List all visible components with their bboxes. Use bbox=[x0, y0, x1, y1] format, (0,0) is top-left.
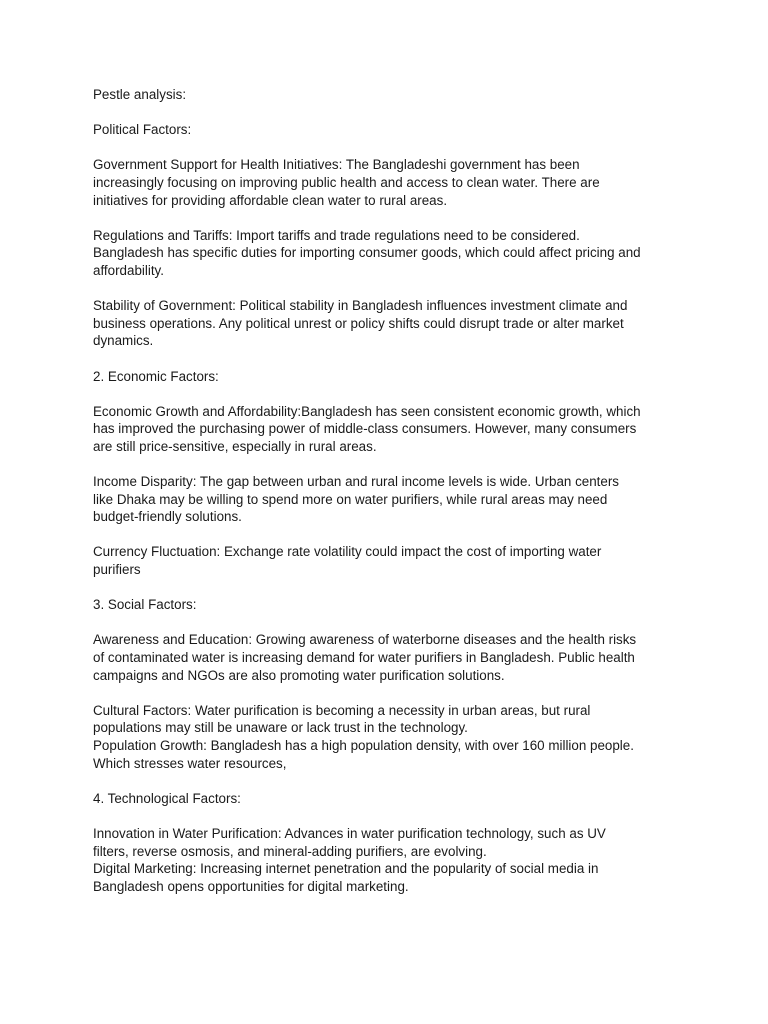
text-line: Bangladesh has specific duties for importing consumer goods, which could affect pricing and bbox=[93, 245, 641, 261]
text-line: are still price-sensitive, especially in rural areas. bbox=[93, 438, 377, 454]
text-line: populations may still be unaware or lack trust in the technology. bbox=[93, 720, 468, 736]
text-line: affordability. bbox=[93, 262, 164, 278]
paragraph-regulations bbox=[93, 227, 683, 280]
text-line: filters, reverse osmosis, and mineral-adding purifiers, are evolving. bbox=[93, 843, 487, 859]
document-title: Pestle analysis: bbox=[93, 87, 187, 102]
text-line: Digital Marketing: Increasing internet penetration and the popularity of social media in bbox=[93, 861, 599, 877]
paragraph-income-disparity bbox=[93, 473, 683, 526]
text-line: Currency Fluctuation: Exchange rate volatility could impact the cost of importing water bbox=[93, 544, 602, 560]
paragraph-economic-growth bbox=[93, 403, 683, 456]
text-line: Cultural Factors: Water purification is becoming a necessity in urban areas, but rural bbox=[93, 702, 591, 718]
text-line: Government Support for Health Initiatives: The Bangladeshi government has been bbox=[93, 157, 580, 173]
text-line: purifiers bbox=[93, 562, 141, 578]
section-heading-technological: 4. Technological Factors: bbox=[93, 790, 241, 806]
text-line: Economic Growth and Affordability:Bangladesh has seen consistent economic growth, which bbox=[93, 403, 641, 419]
text-line: Which stresses water resources, bbox=[93, 755, 287, 771]
document-page bbox=[93, 86, 683, 913]
text-line: like Dhaka may be willing to spend more on water purifiers, while rural areas may need bbox=[93, 491, 608, 507]
text-line: Innovation in Water Purification: Advances in water purification technology, such as UV bbox=[93, 825, 606, 841]
text-line: has improved the purchasing power of middle-class consumers. However, many consumers bbox=[93, 421, 637, 437]
text-line: Income Disparity: The gap between urban and rural income levels is wide. Urban centers bbox=[93, 474, 619, 490]
text-line: Awareness and Education: Growing awareness of waterborne diseases and the health risks bbox=[93, 632, 637, 648]
paragraph-government-support bbox=[93, 156, 683, 209]
text-line: campaigns and NGOs are also promoting water purification solutions. bbox=[93, 667, 505, 683]
text-line: initiatives for providing affordable clean water to rural areas. bbox=[93, 192, 448, 208]
paragraph-cultural bbox=[93, 702, 683, 737]
text-line: increasingly focusing on improving public health and access to clean water. There are bbox=[93, 174, 600, 190]
paragraph-stability bbox=[93, 297, 683, 350]
text-line: dynamics. bbox=[93, 333, 154, 349]
paragraph-digital-marketing bbox=[93, 860, 683, 895]
paragraph-population bbox=[93, 737, 683, 772]
text-line: Stability of Government: Political stability in Bangladesh influences investment climate and bbox=[93, 298, 628, 314]
text-line: budget-friendly solutions. bbox=[93, 509, 242, 525]
paragraph-innovation bbox=[93, 825, 683, 860]
section-heading-social: 3. Social Factors: bbox=[93, 597, 197, 613]
text-line: of contaminated water is increasing demand for water purifiers in Bangladesh. Public health bbox=[93, 650, 635, 665]
text-line: Population Growth: Bangladesh has a high population density, with over 160 million people. bbox=[93, 737, 634, 753]
paragraph-awareness bbox=[93, 631, 683, 684]
section-heading-economic: 2. Economic Factors: bbox=[93, 368, 219, 384]
section-heading-political: Political Factors: bbox=[93, 122, 192, 138]
paragraph-currency-fluctuation bbox=[93, 543, 683, 578]
text-line: business operations. Any political unrest or policy shifts could disrupt trade or alter market bbox=[93, 315, 624, 331]
text-line: Bangladesh opens opportunities for digital marketing. bbox=[93, 878, 409, 894]
text-line: Regulations and Tariffs: Import tariffs and trade regulations need to be considered. bbox=[93, 227, 580, 243]
